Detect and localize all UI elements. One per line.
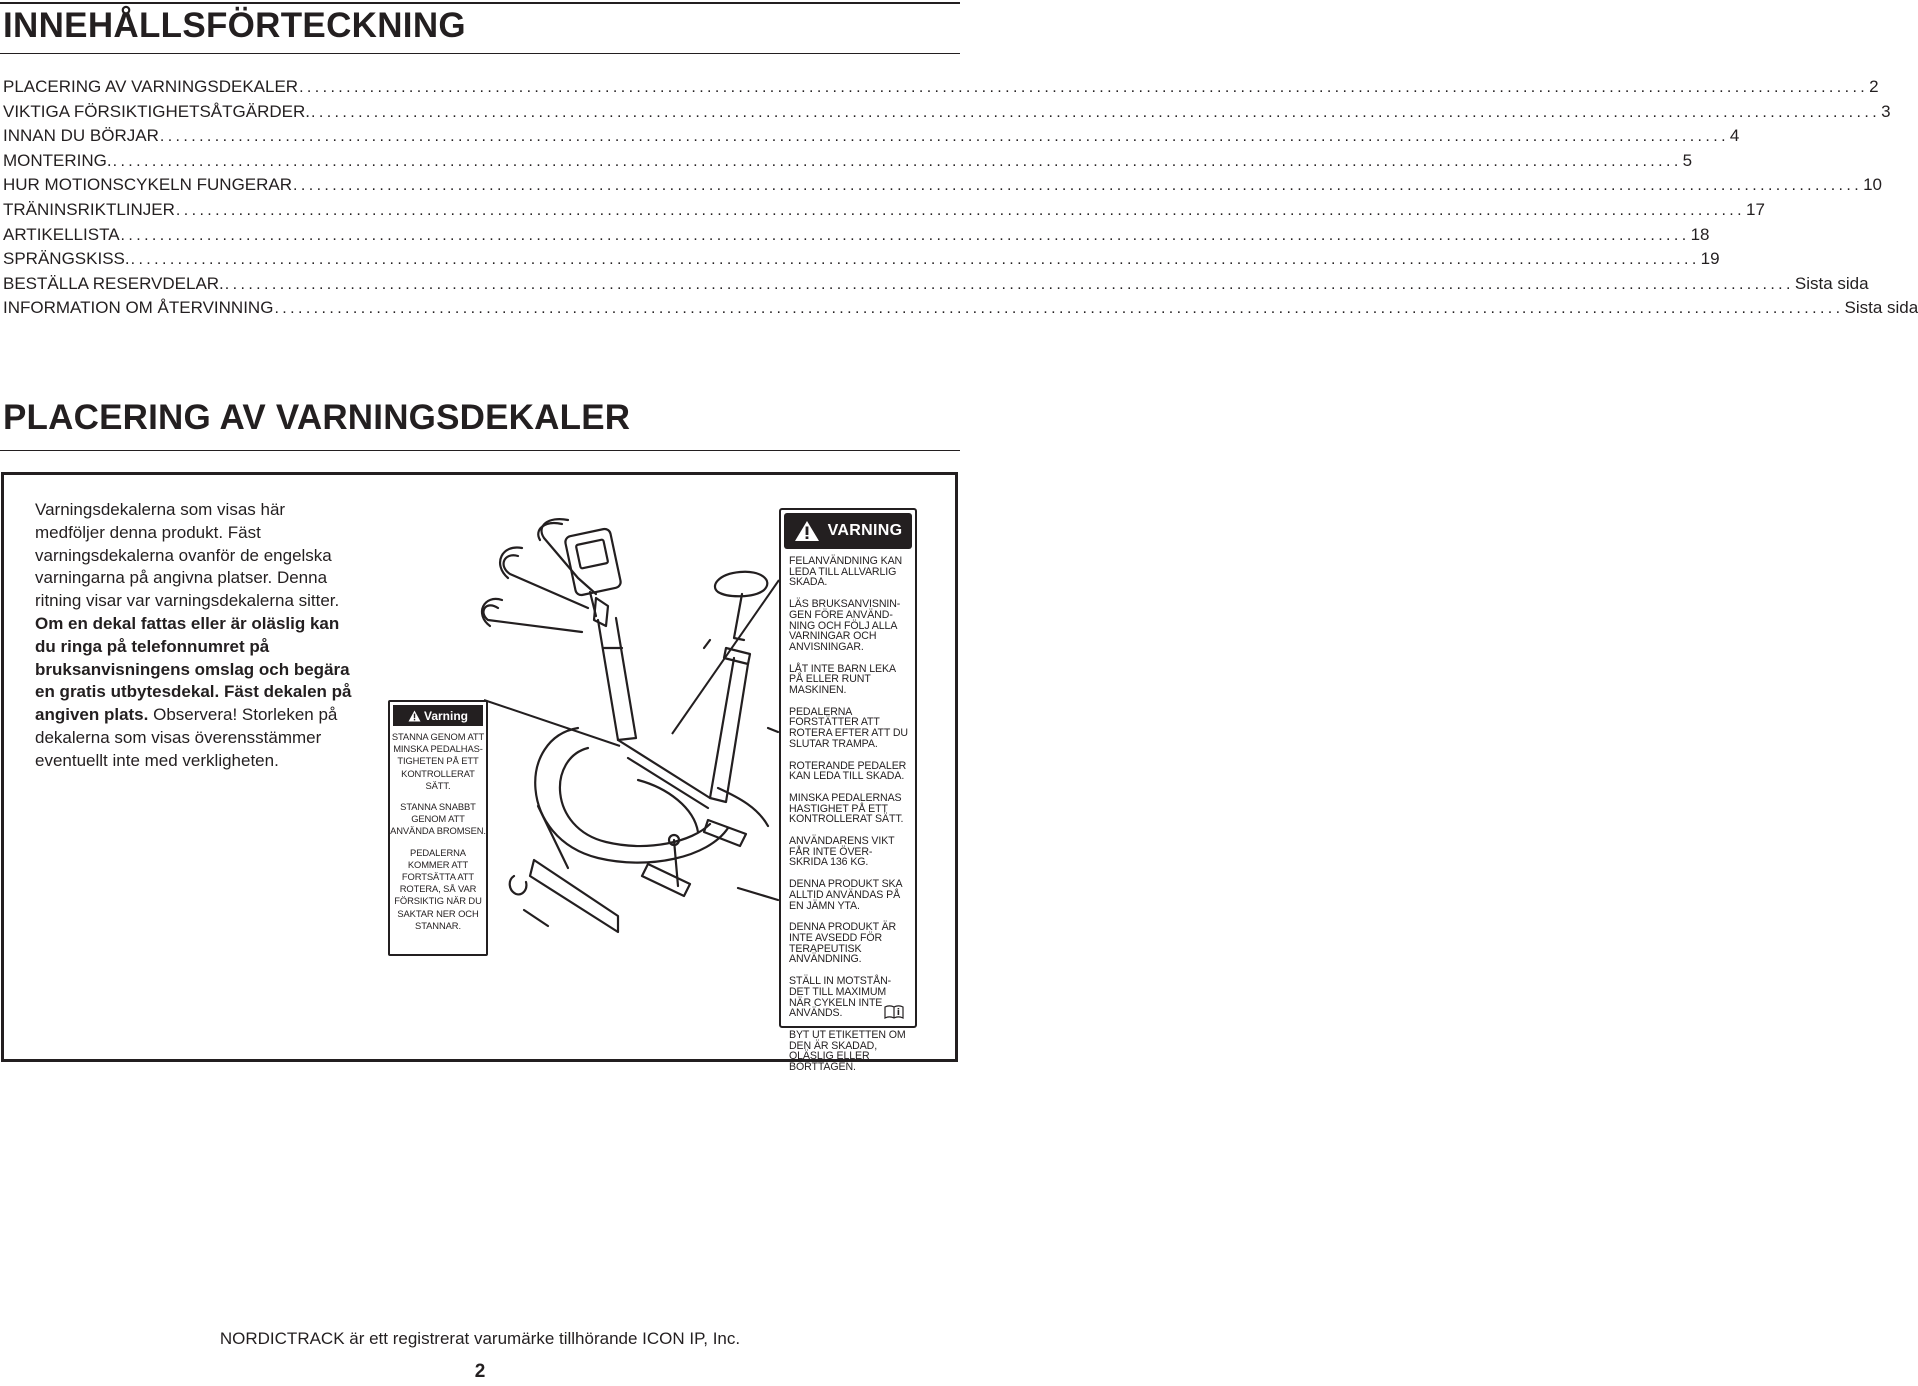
small-decal-title: Varning [423,708,468,723]
large-decal-paragraph: FELANVÄNDNING KAN LEDA TILL ALLVARLIG SKADA. [789,555,903,589]
toc-leader-dots: ........................................................................................................................................................................................................ [224,275,1794,293]
toc-entry[interactable] [3,296,1918,321]
toc-entry-title: INFORMATION OM ÅTERVINNING [3,298,274,318]
large-decal-paragraph: STÄLL IN MOTSTÅN-DET TILL MAXIMUM NÄR CYKELN INTE ANVÄNDS. [789,975,892,1020]
toc-entry-page: 2 [1869,77,1879,96]
toc-entry-page: 10 [1863,175,1883,195]
toc-entry[interactable] [3,149,1693,174]
large-decal-paragraph: LÄS BRUKSANVISNIN-GEN FÖRE ANVÄND-NING OCH FÖLJ ALLA VARNINGAR OCH ANVISNINGAR. [789,598,901,653]
small-decal-paragraph: PEDALERNA KOMMER ATT FORTSÄTTA ATT ROTERA, SÅ VAR FÖRSIKTIG NÄR DU SAKTAR NER OCH STANNAR. [394,846,482,931]
toc-entry-title: SPRÄNGSKISS. [3,249,130,269]
toc-entry[interactable] [3,124,1740,149]
page-number: 2 [474,1361,486,1382]
toc-leader-dots: ........................................................................................................................................................................................................ [293,177,1863,195]
toc-entry-title: HUR MOTIONSCYKELN FUNGERAR [3,175,293,195]
intro-text: Varningsdekalerna som visas här medföljer denna produkt. Fäst varningsdekalerna ovanför de engelska varningarna på angivna platser. Denna ritning visar var varningsdekalerna sitter. [35,500,340,611]
small-decal-header [393,705,483,726]
large-decal-paragraph: LÅT INTE BARN LEKA PÅ ELLER RUNT MASKINEN. [789,662,896,697]
toc-leader-dots: ........................................................................................................................................................................................................ [159,128,1729,146]
toc-entry[interactable] [3,198,1765,223]
toc-leader-dots: ........................................................................................................................................................................................................ [299,79,1869,96]
small-decal-paragraph: STANNA SNABBT GENOM ATT ANVÄNDA BROMSEN. [390,801,486,837]
large-decal-paragraph: ANVÄNDARENS VIKT FÅR INTE ÖVER-SKRIDA 136 KG. [789,835,895,869]
toc-heading-rule [0,53,960,54]
large-decal-title: VARNING [827,522,903,539]
manual-book-icon [884,1005,904,1019]
toc-entry[interactable] [3,247,1720,272]
warning-triangle-icon [408,710,421,722]
toc-leader-dots: ........................................................................................................................................................................................................ [175,201,1745,219]
toc-entry-page: 18 [1690,224,1710,244]
toc-entry-page: 5 [1682,150,1693,170]
section-heading-rule [0,450,960,451]
toc-entry-title: MONTERING. [3,150,112,170]
toc-entry-title: INNAN DU BÖRJAR [3,126,159,146]
toc-entry-page: 19 [1700,249,1720,269]
large-decal-paragraph: PEDALERNA FORSTÄTTER ATT ROTERA EFTER ATT DU SLUTAR TRAMPA. [789,705,908,750]
large-decal-paragraph: ROTERANDE PEDALER KAN LEDA TILL SKADA. [789,759,907,783]
toc-entry-page: 4 [1729,126,1740,146]
toc-entry-page: Sista sida [1844,298,1918,318]
toc-entry[interactable] [3,272,1869,297]
toc-entry[interactable] [3,100,1891,125]
toc-heading: INNEHÅLLSFÖRTECKNING [3,6,466,45]
small-decal-paragraph: STANNA GENOM ATT MINSKA PEDALHAS-TIGHETEN PÅ ETT KONTROLLERAT SÄTT. [391,731,485,791]
toc-entry-title: PLACERING AV VARNINGSDEKALER [3,77,299,96]
intro-bold-text: Om en dekal fattas eller är oläslig kan du ringa på telefonnumret på bruksanvisningens omslag och begära en gratis utbytesdekal. Fäst dekalen på angiven plats. [35,613,352,725]
trademark-notice: NORDICTRACK är ett registrerat varumärke tillhörande ICON IP, Inc. [219,1329,741,1348]
toc-leader-dots: ........................................................................................................................................................................................................ [120,226,1690,244]
intro-paragraph [35,499,355,773]
toc-entry-page: 3 [1881,101,1891,121]
small-warning-decal [388,700,488,956]
toc-leader-dots: ........................................................................................................................................................................................................ [311,103,1881,121]
large-decal-body [781,549,915,1073]
toc-entry-title: ARTIKELLISTA [3,224,120,244]
intro-note-text: Observera! Storleken på dekalerna som visas överensstämmer eventuellt inte med verkligheten. [35,705,338,770]
toc-entry-page: 17 [1745,199,1765,219]
small-decal-body [390,731,486,932]
table-of-contents [3,75,1918,321]
exercise-bike-illustration [478,508,778,948]
toc-entry-title: TRÄNINSRIKTLINJER [3,199,175,219]
toc-leader-dots: ........................................................................................................................................................................................................ [130,251,1700,269]
warning-triangle-icon [794,520,820,542]
large-decal-paragraph: DENNA PRODUKT ÄR INTE AVSEDD FÖR TERAPEUTISK ANVÄNDNING. [789,921,897,966]
large-decal-paragraph: DENNA PRODUKT SKA ALLTID ANVÄNDAS PÅ EN JÄMN YTA. [789,878,902,912]
toc-entry-title: BESTÄLLA RESERVDELAR. [3,273,224,293]
large-decal-header [784,513,912,549]
toc-entry-page: Sista sida [1794,273,1869,293]
toc-entry[interactable] [3,173,1883,198]
toc-entry[interactable] [3,223,1710,248]
section-heading: PLACERING AV VARNINGSDEKALER [3,398,631,437]
toc-leader-dots: ........................................................................................................................................................................................................ [112,152,1682,170]
toc-entry[interactable] [3,75,1879,100]
toc-entry-title: VIKTIGA FÖRSIKTIGHETSÅTGÄRDER. [3,101,310,121]
large-warning-decal [779,508,917,1074]
large-decal-paragraph: BYT UT ETIKETTEN OM DEN ÄR SKADAD, OLÄSLIG ELLER BORTTAGEN. [789,1028,906,1074]
toc-leader-dots: ........................................................................................................................................................................................................ [274,300,1844,318]
large-decal-paragraph: MINSKA PEDALERNAS HASTIGHET PÅ ETT KONTROLLERAT SÄTT. [789,791,904,826]
